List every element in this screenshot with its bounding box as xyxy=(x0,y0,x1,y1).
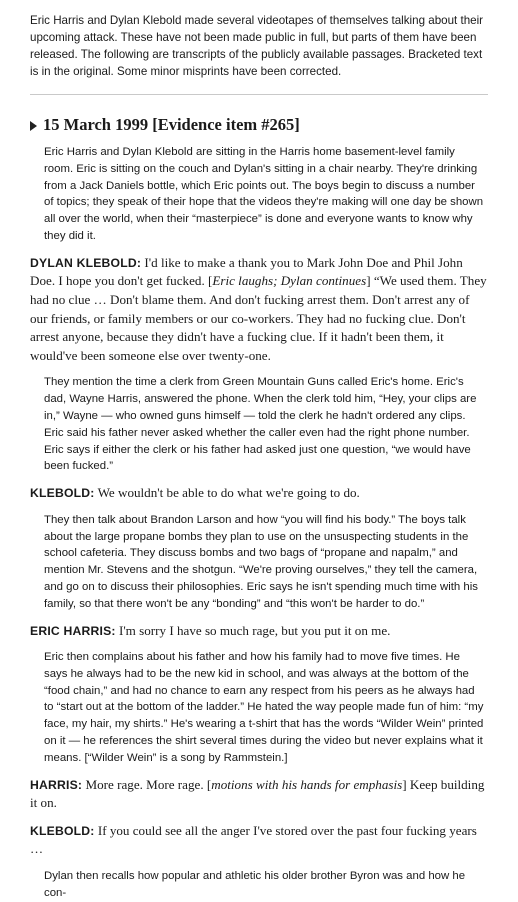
section-divider xyxy=(30,94,488,95)
speech-klebold-2 xyxy=(30,484,488,503)
speaker-label: KLEBOLD: xyxy=(30,486,95,501)
section-heading[interactable] xyxy=(30,115,488,135)
narration-paragraph-5: Dylan then recalls how popular and athletic his older brother Byron was and how he con- xyxy=(44,870,466,899)
speech-harris-2 xyxy=(30,776,488,813)
speaker-label: ERIC HARRIS: xyxy=(30,623,116,638)
speech-text: We wouldn't be able to do what we're going to do. xyxy=(94,485,360,501)
speaker-label: KLEBOLD: xyxy=(30,823,95,838)
stage-direction: Eric laughs; Dylan continues xyxy=(212,273,367,289)
speech-text: I'm sorry I have so much rage, but you put it on me. xyxy=(115,622,391,638)
narration-paragraph-1: Eric Harris and Dylan Klebold are sitting in the Harris home basement-level family room. Eric is sitting on the couch and Dylan's sitting in a chair nearby. They're drinking from a Jack Daniels bottle, which Eric points out. The boys begin to discuss a number of topics; they speak of their hope that the videos they're making will one day be shown all over the world, when their “masterpiece” is done and everyone wants to know why they did it. xyxy=(44,146,484,242)
narration-paragraph-4: Eric then complains about his father and how his family had to move five times. He says he always had to be the new kid in school, and was always at the bottom of the “food chain,” and had no chance to earn any respect from his peers as he always had to “start out at the bottom of the ladder.” He hated the way people made fun of him: “my face, my hair, my shirts.” He's wearing a t-shirt that has the words “Wilder Wein” printed on it — he references the shirt several times during the video but never explains what it means. [“Wilder Wein” is a song by Rammstein.] xyxy=(44,651,484,764)
speech-text: I'd like to make a thank you to Mark John Doe and Phil John Doe. I hope you don't get fucked. [ xyxy=(30,254,463,289)
narration-paragraph-2: They mention the time a clerk from Green Mountain Guns called Eric's home. Eric's dad, Wayne Harris, answered the phone. When the clerk told him, “Hey, your clips are in,” Wayne — who owned guns himself — told the clerk he hadn't ordered any clips. Eric said his father never asked whether the caller even had the right phone number. Eric says if either the clerk or his father had asked just one question, “we would have been fucked.” xyxy=(44,376,477,473)
speaker-label: HARRIS: xyxy=(30,777,83,792)
speech-dylan-klebold-1 xyxy=(30,254,488,366)
speech-text: ] Keep building it on. xyxy=(30,776,485,811)
intro-paragraph: Eric Harris and Dylan Klebold made several videotapes of themselves talking about their upcoming attack. These have not been made public in full, but parts of them have been released. The following are transcripts of the publicly available passages. Bracketed text is in the original. Some minor misprints have been corrected. xyxy=(30,14,484,78)
disclosure-triangle-icon[interactable] xyxy=(30,121,37,131)
speech-text: If you could see all the anger I've stored over the past four fucking years … xyxy=(30,822,477,857)
narration-paragraph-3: They then talk about Brandon Larson and how “you will find his body.” The boys talk about the large propane bombs they plan to use on the unsuspecting students in the school cafeteria. They discuss bombs and two bags of “propane and napalm,” and mention Mr. Stevens and the shotgun. “We're proving ourselves,” they tell the camera, and go on to discuss their philosophies. Eric says he isn't spending much time with his family, so that there won't be any “bonding” and “this won't be harder to do.” xyxy=(44,513,478,610)
speech-eric-harris-1 xyxy=(30,622,488,641)
speaker-label: DYLAN KLEBOLD: xyxy=(30,255,142,270)
speech-text: ] “We used them. They had no clue … Don't blame them. And don't fucking arrest them. Don't arrest any of our friends, or family members or our co-workers. They had no fucking clue. Don't arrest anyone, because they didn't have a fucking clue. If it hadn't been them, it would've been someone else over twenty-one. xyxy=(30,273,487,363)
stage-direction: motions with his hands for emphasis xyxy=(211,776,403,792)
speech-klebold-3 xyxy=(30,822,488,859)
section-title: 15 March 1999 [Evidence item #265] xyxy=(43,115,300,134)
speech-text: More rage. More rage. [ xyxy=(82,776,212,792)
